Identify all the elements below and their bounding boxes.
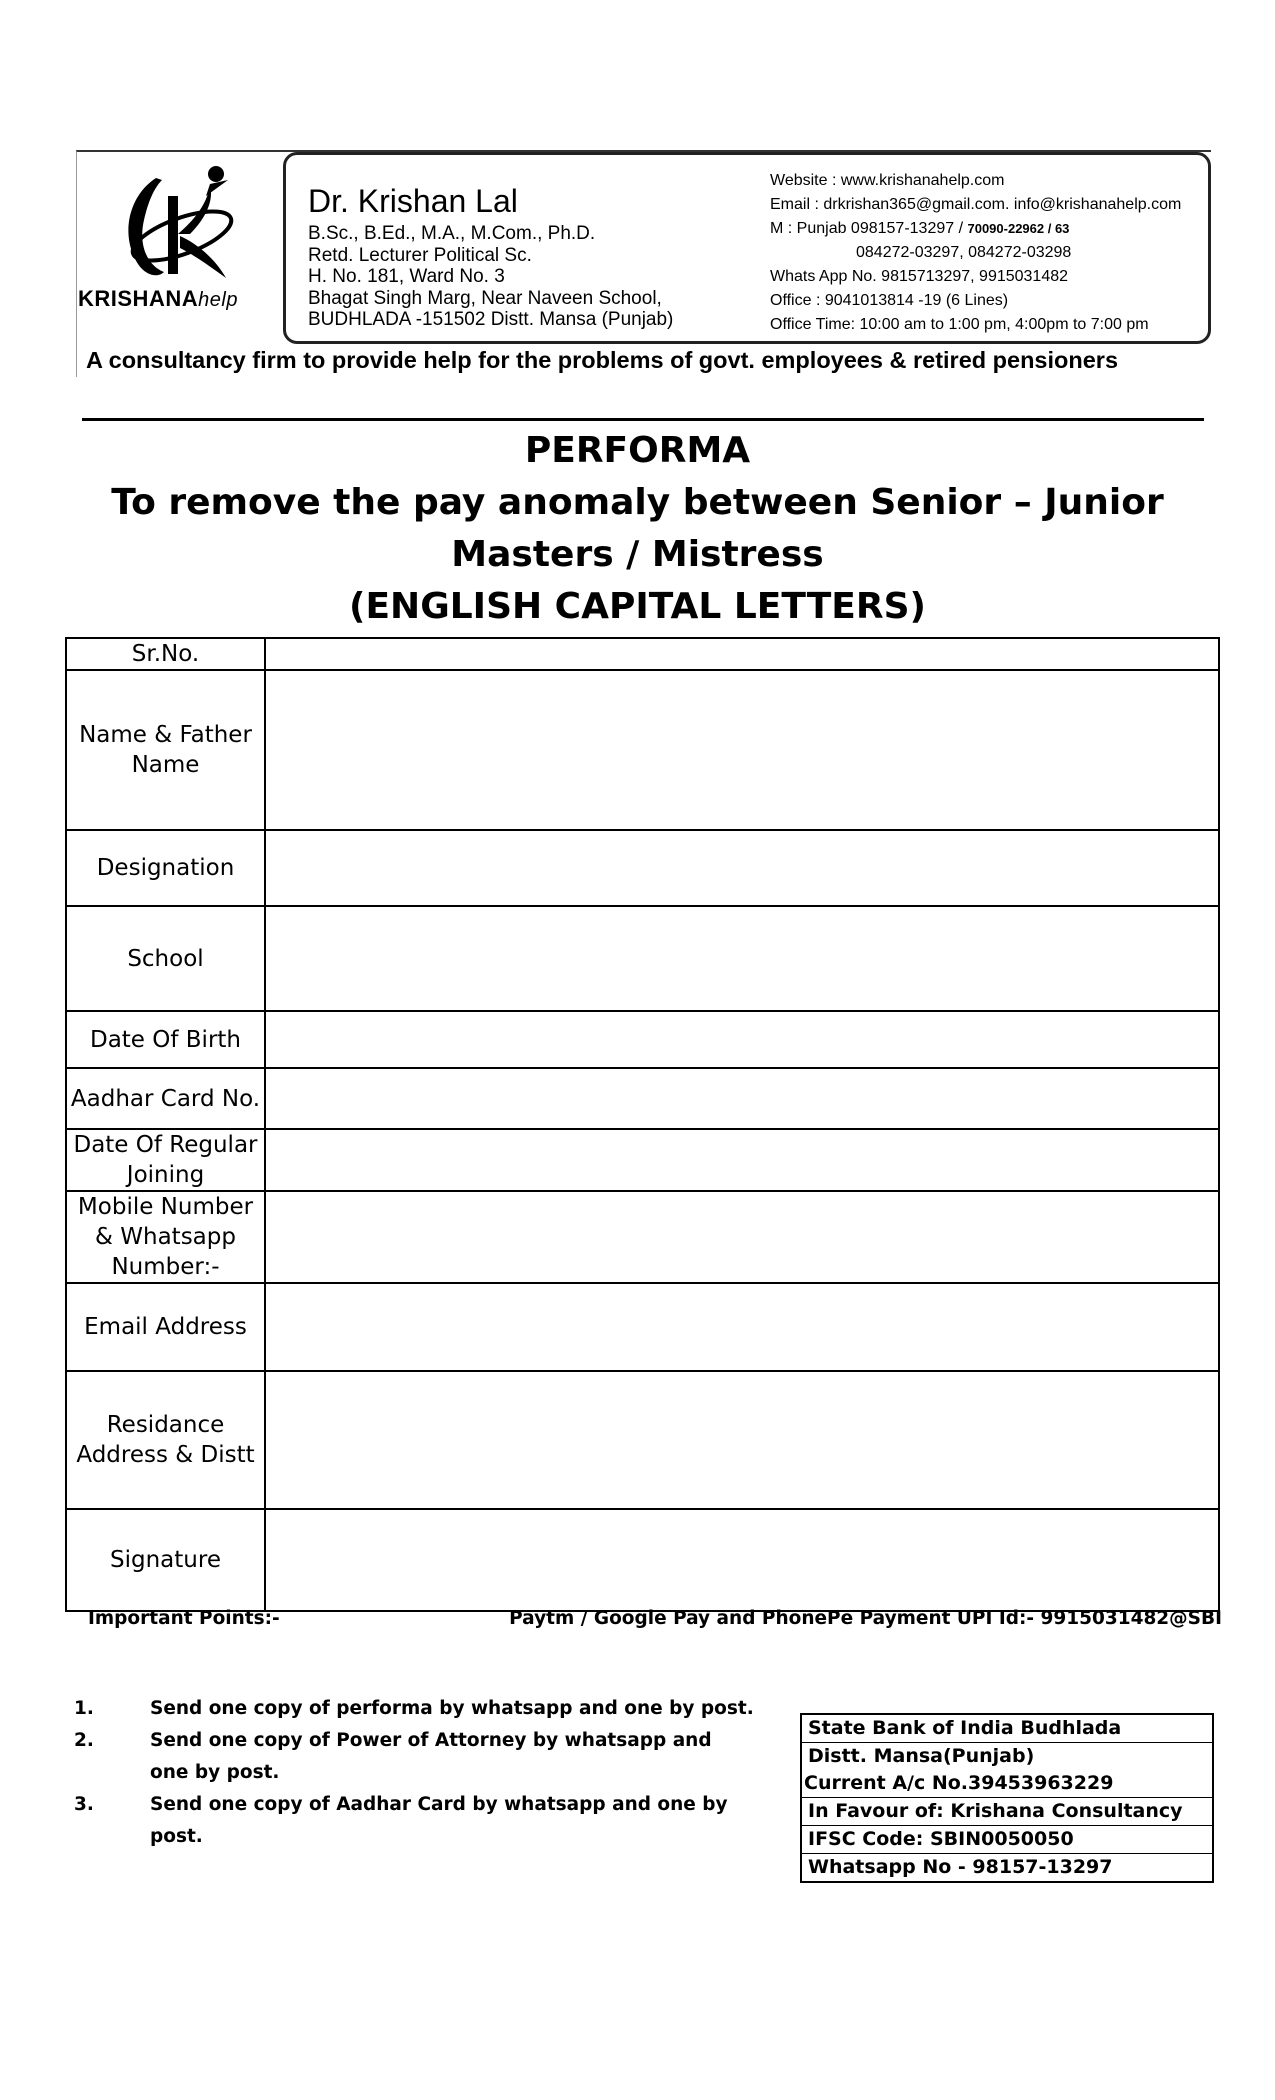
field-label-email: Email Address <box>66 1283 265 1371</box>
email-line: Email : drkrishan365@gmail.com. info@krishanahelp.com <box>770 196 1182 213</box>
bank-details-box <box>800 1713 1214 1883</box>
field-value-school[interactable] <box>265 906 1219 1011</box>
office-line: Office : 9041013814 -19 (6 Lines) <box>770 292 1009 309</box>
table-row <box>66 638 1219 670</box>
table-row <box>66 1129 1219 1191</box>
field-value-signature[interactable] <box>265 1509 1219 1611</box>
table-row <box>66 1283 1219 1371</box>
qualification-line: Retd. Lecturer Political Sc. <box>308 244 532 266</box>
form-instruction: (ENGLISH CAPITAL LETTERS) <box>349 586 926 627</box>
form-subtitle: To remove the pay anomaly between Senior – Junior <box>111 482 1164 523</box>
form-title: PERFORMA <box>524 430 751 471</box>
field-label-name: Name & Father Name <box>66 670 265 830</box>
logo-wordmark <box>78 286 238 312</box>
address-line: BUDHLADA -151502 Distt. Mansa (Punjab) <box>308 309 674 330</box>
list-item-text: Send one copy of performa by whatsapp and one by post. <box>150 1698 754 1719</box>
table-row <box>66 1509 1219 1611</box>
website-line: Website : www.krishanahelp.com <box>770 172 1005 189</box>
field-value-aadhar[interactable] <box>265 1068 1219 1129</box>
instruction-list <box>74 1693 754 1853</box>
field-label-joining-date: Date Of Regular Joining <box>66 1129 265 1191</box>
tagline: A consultancy firm to provide help for the problems of govt. employees & retired pensioners <box>86 347 1119 373</box>
field-value-dob[interactable] <box>265 1011 1219 1068</box>
important-points-label: Important Points:- <box>88 1608 280 1629</box>
qualification-line: B.Sc., B.Ed., M.A., M.Com., Ph.D. <box>308 223 596 244</box>
list-item <box>74 1693 754 1725</box>
field-label-school: School <box>66 906 265 1011</box>
table-row <box>66 1068 1219 1129</box>
header-divider <box>82 418 1204 421</box>
field-label-dob: Date Of Birth <box>66 1011 265 1068</box>
bank-ifsc: IFSC Code: SBIN0050050 <box>802 1826 1212 1854</box>
field-value-designation[interactable] <box>265 830 1219 906</box>
whatsapp-line: Whats App No. 9815713297, 9915031482 <box>770 268 1069 285</box>
table-row <box>66 1191 1219 1283</box>
list-item-number: 1. <box>74 1698 94 1719</box>
qualification-lines <box>308 223 673 331</box>
field-label-mobile: Mobile Number & Whatsapp Number:- <box>66 1191 265 1283</box>
field-value-sr-no[interactable] <box>265 638 1219 670</box>
letterhead <box>76 150 1214 382</box>
address-line: H. No. 181, Ward No. 3 <box>308 266 505 287</box>
mobile-line <box>770 217 1181 241</box>
list-item-text: Send one copy of Aadhar Card by whatsapp and one by post. <box>150 1794 728 1847</box>
upi-payment-info: Paytm / Google Pay and PhonePe Payment UPI Id:- 9915031482@SBI <box>509 1608 1222 1629</box>
field-label-designation: Designation <box>66 830 265 906</box>
krishana-logo-icon <box>98 156 248 286</box>
list-item-number: 3. <box>74 1794 94 1815</box>
logo-text-suffix: help <box>198 289 238 311</box>
field-label-address: Residance Address & Distt <box>66 1371 265 1509</box>
logo-text-main: KRISHANA <box>78 286 199 311</box>
field-value-joining-date[interactable] <box>265 1129 1219 1191</box>
field-value-name[interactable] <box>265 670 1219 830</box>
list-item <box>74 1725 754 1789</box>
bank-favour: In Favour of: Krishana Consultancy <box>802 1798 1212 1826</box>
table-row <box>66 906 1219 1011</box>
mobile-line-2: 084272-03297, 084272-03298 <box>856 244 1072 261</box>
table-row <box>66 1371 1219 1509</box>
contact-lines <box>770 169 1181 337</box>
table-row <box>66 830 1219 906</box>
list-item-number: 2. <box>74 1730 94 1751</box>
address-line: Bhagat Singh Marg, Near Naveen School, <box>308 287 662 309</box>
field-value-address[interactable] <box>265 1371 1219 1509</box>
krishana-logo <box>76 156 276 356</box>
bank-account-number: Current A/c No.39453963229 <box>802 1770 1212 1798</box>
list-item-text: Send one copy of Power of Attorney by whatsapp and one by post. <box>150 1730 712 1783</box>
field-value-mobile[interactable] <box>265 1191 1219 1283</box>
bank-district: Distt. Mansa(Punjab) <box>808 1745 1035 1767</box>
list-item <box>74 1789 754 1853</box>
form-subtitle-2: Masters / Mistress <box>451 534 824 575</box>
doctor-name: Dr. Krishan Lal <box>308 183 518 219</box>
mobile-main: M : Punjab 098157-13297 / <box>770 220 968 237</box>
table-row <box>66 670 1219 830</box>
field-label-sr-no: Sr.No. <box>66 638 265 670</box>
performa-form-table <box>65 637 1220 1612</box>
table-row <box>66 1011 1219 1068</box>
field-value-email[interactable] <box>265 1283 1219 1371</box>
field-label-aadhar: Aadhar Card No. <box>66 1068 265 1129</box>
field-label-signature: Signature <box>66 1509 265 1611</box>
office-time-line: Office Time: 10:00 am to 1:00 pm, 4:00pm to 7:00 pm <box>770 316 1149 333</box>
bank-name: State Bank of India Budhlada <box>802 1715 1212 1743</box>
mobile-extra: 70090-22962 / 63 <box>967 221 1070 236</box>
contact-info-box <box>283 152 1211 344</box>
bank-whatsapp: Whatsapp No - 98157-13297 <box>808 1856 1113 1878</box>
